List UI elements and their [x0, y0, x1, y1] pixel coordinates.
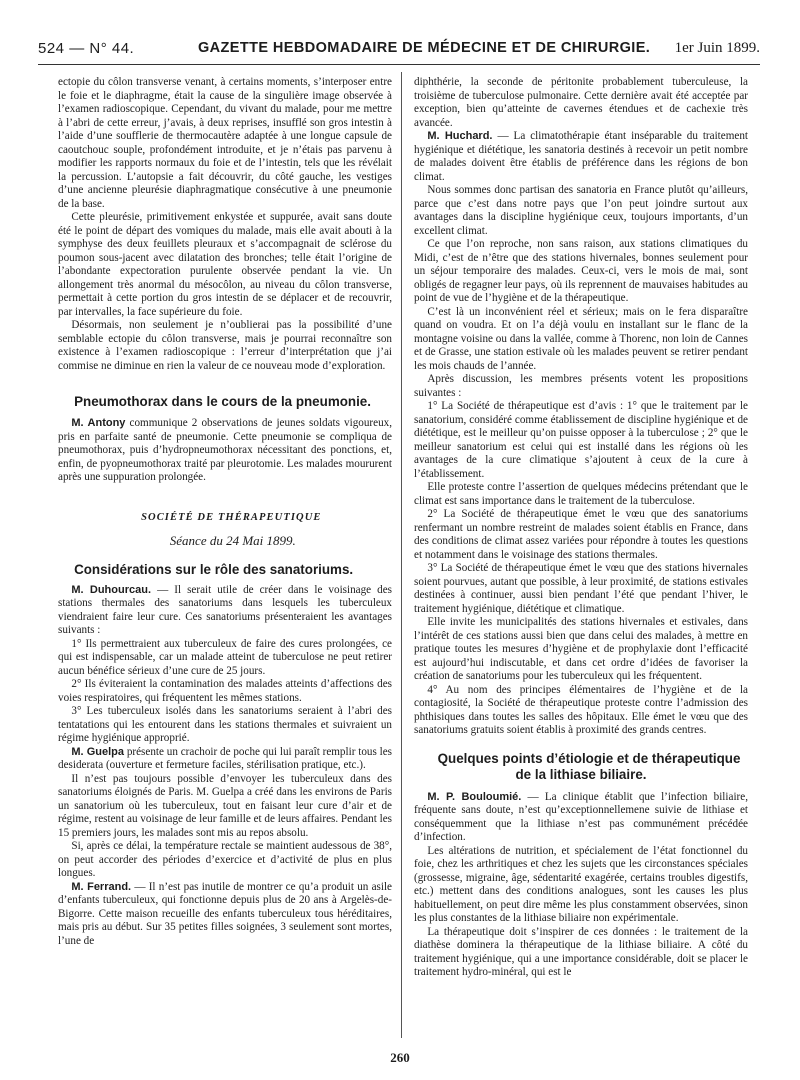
section-heading-lithiase: Quelques points d’étiologie et de thérapeutique de la lithiase biliaire. — [437, 750, 741, 782]
list-item: 1° La Société de thérapeutique est d’avis : 1° que le traitement par le sanatorium, considéré comme établissement de discipline hygiénique et de diététique, est le meilleur qu’on puisse opposer à la tuberculose ; 2° que le meilleur sanatorium est celui qui est installé dans les régions où les avantages de la cure climatique s’ajoutent à ceux de la cure à l’établissement. — [414, 400, 748, 480]
paragraph: Les altérations de nutrition, et spécialement de l’état fonctionnel du foie, chez les arthritiques et chez les sujets que les circonstances spéciales (grossesse, migraine, âge, sédentarité exagérée, certains troubles digestifs, etc.) mettent dans des conditions analogues, sont les causes les plus habituellement, on peut dire même les plus constamment observées, sinon les plus constantes de la lithiase biliaire non expérimentale. — [414, 844, 748, 924]
paragraph: diphthérie, la seconde de péritonite probablement tuberculeuse, la troisième de tuberculose pulmonaire. Cette dernière avait été acceptée par exception, bien qu’atteinte de cavernes étendues et de cachexie très avancée. — [414, 76, 748, 129]
issue-date: 1er Juin 1899. — [674, 40, 760, 56]
society-title: SOCIÉTÉ DE THÉRAPEUTIQUE — [141, 511, 322, 523]
speaker-name: M. Guelpa — [71, 745, 124, 758]
paragraph-bouloumie — [414, 791, 748, 845]
paragraph: Si, après ce délai, la température rectale se maintient audessous de 38°, on peut accorder des périodes d’exercice et d’activité de plus en plus longues. — [58, 840, 392, 879]
paragraph: Désormais, non seulement je n’oublierai pas la possibilité d’une semblable ectopie du côlon transverse, mais je pourrai reconnaître son existence à l’examen radioscopique : l’erreur d’interprétation que j’ai commise ne diminue en rien la valeur de ce nouveau mode d’exploration. — [58, 319, 392, 372]
running-header — [38, 40, 760, 65]
paragraph: Elle invite les municipalités des stations hivernales et estivales, dans l’intérêt de ces stations aussi bien que dans celui des malades, à mettre en pratique toutes les mesures d’hygiène et de prophylaxie dont l’efficacité est aujourd’hui indiscutable, et dans cet ordre d’idées de favoriser la création de sanatoriums pour les tuberculeux qui les fréquentent. — [414, 616, 748, 682]
list-item: 1° Ils permettraient aux tuberculeux de faire des cures prolongées, ce qui est indispensable, car un malade atteint de tuberculose ne peut retirer aucun bénéfice sérieux d’une cure de 25 jours. — [58, 637, 392, 677]
list-item: 4° Au nom des principes élémentaires de l’hygiène et de la contagiosité, la Société de thérapeutique proteste contre l’admission des phthisiques dans toutes les salles des hôpitaux. Elle émet le vœu que des sanatoriums gratuits soient établis à proximité des grands centres. — [414, 683, 748, 736]
paragraph: Cette pleurésie, primitivement enkystée et suppurée, avait sans doute été le point de départ des vomiques du malade, mais elle avait abouti à la symphyse des deux feuillets pleuraux et s’accompagnait de sclérose du poumon sous-jacent avec dilatation des bronches; telle était l’origine de l’abondante expectoration purulente observée pendant la vie. Un allongement très anormal du mésocôlon, au niveau du côlon transverse, permettait à cette portion du gros intestin de se déplacer et de recouvrir, par intervalles, la face supérieure du foie. — [58, 211, 392, 318]
paragraph: Elle proteste contre l’assertion de quelques médecins prétendant que le climat est sans importance dans le traitement de la tuberculose. — [414, 481, 748, 507]
paragraph: La thérapeutique doit s’inspirer de ces données : le traitement de la diathèse dominera la thérapeutique de la lithiase biliaire. A côté du traitement hygiénique, qui a une importance considérable, doit se placer le traitement hydro-minéral, qui est le — [414, 925, 748, 978]
page-folio: 260 — [390, 1050, 410, 1065]
list-item: 3° La Société de thérapeutique émet le vœu que des stations hivernales soient pourvues, autant que possible, à leur proximité, de stations estivales destinées à continuer, aussi bien pendant l’été que pendant l’hiver, le traitement hygiénique, diététique et climatique. — [414, 562, 748, 615]
session-date: Séance du 24 Mai 1899. — [169, 533, 296, 548]
speaker-name: M. Antony — [71, 417, 126, 429]
speaker-text: — La clinique établit que l’infection biliaire, fréquente sans doute, n’est qu’exceptionnellemene suivie de lithiase et conséquemment que la lithiase n’est pas communément précédée d’infection. — [414, 790, 748, 843]
paragraph: Après discussion, les membres présents votent les propositions suivantes : — [414, 373, 748, 399]
paragraph-huchard — [414, 130, 748, 184]
speaker-name: M. Ferrand. — [71, 880, 132, 893]
list-item: 3° Les tuberculeux isolés dans les sanatoriums seraient à l’abri des tentatations qui les entourent dans les stations thermales et suivraient un régime hygiénique approprié. — [58, 705, 392, 744]
speaker-text: communique 2 observations de jeunes soldats vigoureux, pris en parfaite santé de pneumonie. Cette pneumonie se compliqua de pneumothorax, puis d’hydropneumothorax nécessitant des ponctions, et, enfin, de pyopneumothorax traité par pleurotomie. Les malades moururent après une suppuration prolongée. — [58, 417, 392, 483]
speaker-name: M. Duhourcau. — [71, 583, 152, 596]
speaker-name: M. P. Bouloumié. — [427, 790, 522, 803]
speaker-text: — Il serait utile de créer dans le voisinage des stations thermales des sanatoriums dans lesquels les tuberculeux viendraient faire leur cure. Ces sanatoriums présenteraient les avantages suivants : — [58, 583, 393, 636]
section-heading-sanatoriums: Considérations sur le rôle des sanatoriums. — [74, 561, 354, 577]
paragraph: C’est là un inconvénient réel et sérieux; mais on le fera disparaître quand on voudra. Et on l’a déjà voulu en installant sur le flanc de la montagne voisine ou dans la vallée, comme à Thorenc, non loin de Cannes et de Grasse, une station estivale où les malades peuvent se retirer pendant les mois chauds de l’année. — [414, 305, 748, 372]
speaker-name: M. Huchard. — [427, 130, 493, 142]
left-column — [58, 76, 392, 948]
paragraph-duhourcau — [58, 584, 392, 638]
paragraph: Ce que l’on reproche, non sans raison, aux stations climatiques du Midi, c’est de n’être que des stations hivernales, bonnes seulement pour un séjour temporaire des malades. Ceux-ci, vers le mois de mai, sont obligés de regagner leur pays, où ils reprennent de mauvaises habitudes au point de vue de l’hygiène et de la thérapeutique. — [414, 238, 748, 304]
paragraph-ferrand — [58, 881, 392, 949]
paragraph-antony — [58, 417, 392, 485]
journal-title: GAZETTE HEBDOMADAIRE DE MÉDECINE ET DE CHIRURGIE. — [198, 40, 651, 56]
speaker-text: présente un crachoir de poche qui lui paraît remplir tous les desiderata (ouverture et fermeture faciles, stérilisation pratique, etc.). — [58, 745, 392, 771]
page-issue-number: 524 — N° 44. — [38, 40, 135, 57]
right-column — [414, 76, 748, 980]
list-item: 2° La Société de thérapeutique émet le vœu que des sanatoriums renfermant un nombre restreint de malades soient établis en France, dans des conditions de climat assez variées pour répondre à toutes les questions et notamment dans le voisinage des stations thermales. — [414, 508, 748, 561]
section-heading-pneumothorax: Pneumothorax dans le cours de la pneumonie. — [74, 394, 371, 409]
speaker-text: — Il n’est pas inutile de montrer ce qu’a produit un asile d’enfants tuberculeux, qui fonctionne depuis plus de 20 ans à Argelès-de-Bigorre. Cette maison recueille des enfants tuberculeux tous héréditaires, mais pris au début. Sur 35 petites filles soignées, 3 seulement sont mortes, l’une de — [58, 880, 392, 947]
list-item: 2° Ils éviteraient la contamination des malades atteints d’affections des voies respiratoires, qui fréquentent les mêmes stations. — [58, 678, 392, 704]
paragraph: ectopie du côlon transverse venant, à certains moments, s’interposer entre le foie et le diaphragme, était la cause de la singulière image observée à l’examen radioscopique. Cependant, du vivant du malade, pour me mettre à l’abri de cette erreur, j’avais, à deux reprises, insufflé son gros intestin à l’aide d’une soufflerie de thermocautère adaptée à une longue capsule de caoutchouc souple, profondément introduite, et je n’étais pas parvenu à modifier les rapports normaux du foie et de l’intestin, tels que les révélait la percussion. L’autopsie a fait découvrir, du côté gauche, les vestiges d’une ancienne pleurésie diaphragmatique consécutive à une pneumonie de la base. — [58, 76, 392, 210]
speaker-text: — La climatothérapie étant inséparable du traitement hygiénique et diététique, les sanatoria destinés à recevoir un petit nombre de malades doivent être établis de préférence dans les régions de bon climat. — [414, 130, 748, 183]
paragraph-guelpa — [58, 746, 392, 773]
paragraph: Nous sommes donc partisan des sanatoria en France plutôt qu’ailleurs, parce que c’est dans notre pays que l’on peut joindre surtout aux avantages dans la discipline hygiénique ceux, toujours importants, d’un excellent climat. — [414, 184, 748, 237]
column-divider — [401, 72, 402, 1038]
paragraph: Il n’est pas toujours possible d’envoyer les tuberculeux dans des sanatoriums éloignés de Paris. M. Guelpa a créé dans les environs de Paris un sanatorium où les tuberculeux, tout en faisant leur cure d’air et de régime, restent au voisinage de leur famille et de leurs affaires. Pendant les 15 premiers jours, les malades sont mis au repos absolu. — [58, 772, 392, 839]
